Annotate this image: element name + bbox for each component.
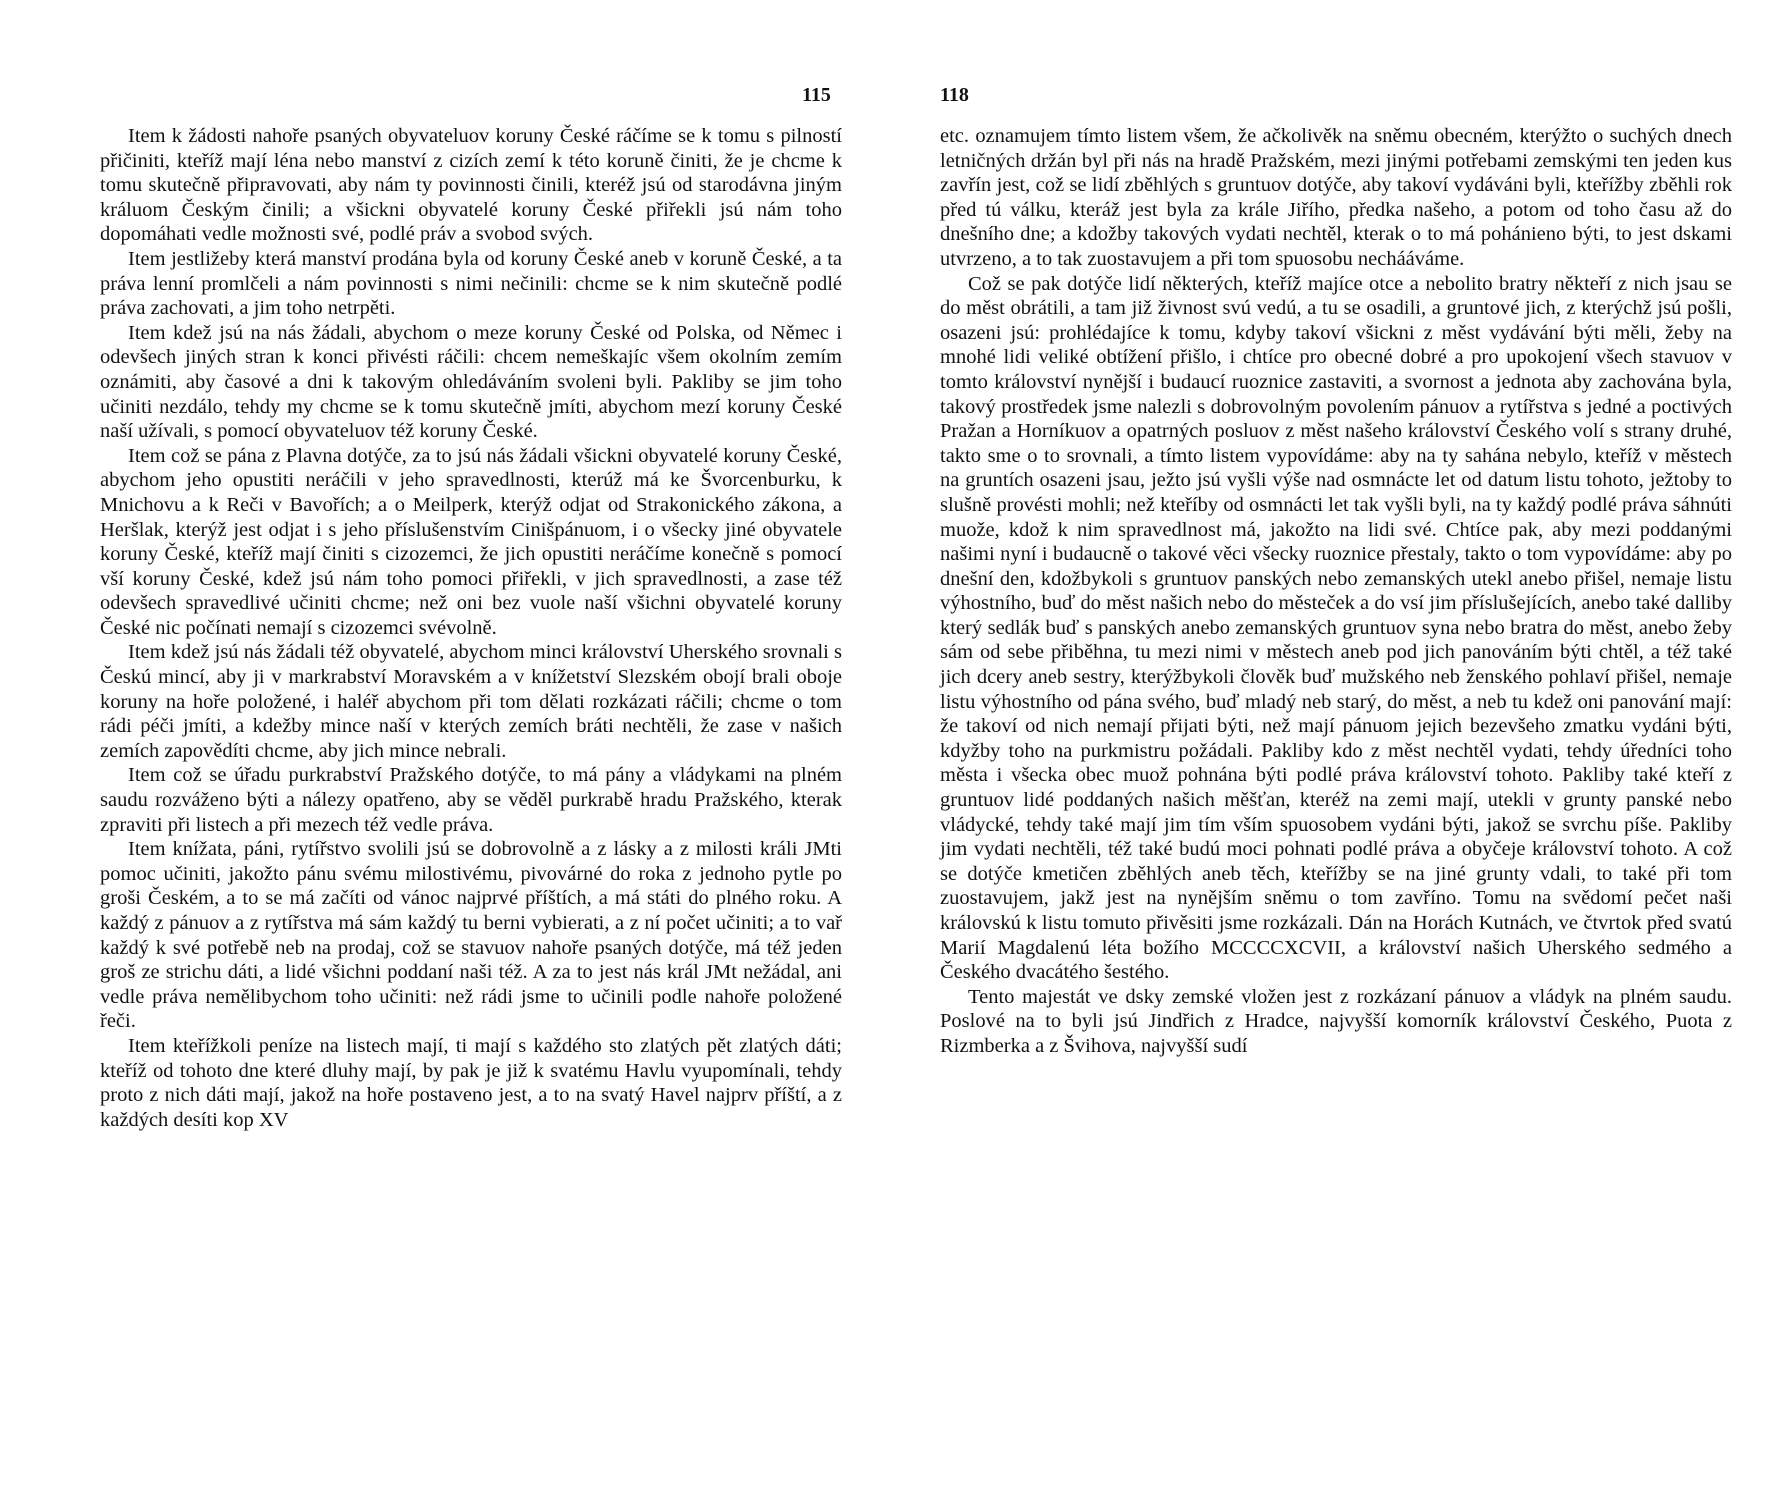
paragraph: Což se pak dotýče lidí některých, kteříž majíce otce a nebolito bratry někteří z nich jsau se do měst obrátili, a tam již živnost svú vedú, a tu se osadili, a gruntové jich, z kterýchž jsú pošli, osazeni jsú: prohlédajíce k tomu, kdyby takoví všickni z měst vydávání býti měli, žeby na mnohé lidi veliké obtížení přišlo, i chtíce pro obecné dobré a pro upokojení všech stavuov v tomto království nynější i budaucí ruoznice zastaviti, a svornost a jednota aby zachována byla, takový prostředek jsme nalezli s dobrovolným povolením pánuov a rytířstva s jedné a poctivých Pražan a Horníkuov a opatrných posluov z měst našeho království Českého volí s strany druhé, takto sme o to srovnali, a tímto listem vypovídáme: aby na ty sahána nebylo, kteříž v městech na gruntích osazeni jsau, ježto jsú vyšli výše nad osmnácte let od datum listu tohoto, ježtoby to slušně provésti mohli; než kteříby od osmnácti let tak vyšli byli, na ty každý podlé práva sáhnúti muože, kdož k nim spravedlnost má, jakožto na lidi své. Chtíce pak, aby mezi poddanými našimi nyní i budaucně o takové věci všecky ruoznice přestaly, takto o tom vypovídáme: aby po dnešní den, kdožbykoli s gruntuov panských nebo zemanských utekl anebo přišel, nemaje listu výhostního, buď do měst našich nebo do městeček a do vsí jim příslušejících, anebo také dalliby který sedlák buď s panských anebo zemanských gruntuov syna nebo bratra do měst, anebo žeby sám od sebe přiběhna, tu mezi nimi v městech aneb pod jich panováním býti chtěl, a též také jich dcery aneb sestry, kterýžbykoli člověk buď mužského neb ženského pohlaví přišel, nemaje listu výhostního od pána svého, buď mladý neb starý, do měst, a neb tu kdež oni panování mají: že takoví od nich nemají přijati býti, než mají pánuom jejich bezevšeho zmatku vydáni býti, kdyžby toho na purkmistru požádali. Pakliby kdo z měst nechtěl vydati, tehdy úředníci toho města i všecka obec muož pohnána býti podlé práva království tohoto. Pakliby také kteří z gruntuov lidé poddaných našich měšťan, kteréž na zemi mají, utekli v grunty panské nebo vládycké, tehdy také mají jim tím vším spuosobem vydáni býti, jakož se svrchu píše. Pakliby jim vydati nechtěli, též také budú moci pohnati podlé práva a obyčeje království tohoto. A což se dotýče kmetičen zběhlých aneb těch, kteřížby se na jiné grunty vdali, to také při tom zuostavujem, jakž jest na nynějším sněmu o tom zavříno. Tomu na svědomí pečet naši královskú k listu tomuto přivěsiti jsme rozkázali. Dán na Horách Kutnách, ve čtvrtok před svatú Marií Magdalenú léta božího MCCCCXCVII, a království našich Uherského sedmého a Českého dvacátého šestého. (940, 272, 1732, 984)
paragraph: Item jestližeby která manství prodána byla od koruny České aneb v koruně České, a ta práva lenní promlčeli a nám povinnosti s nimi nečinili: chcme se k nim skutečně podlé práva zachovati, a jim toho netrpěti. (100, 247, 842, 320)
paragraph: Item knížata, páni, rytířstvo svolili jsú se dobrovolně a z lásky a z milosti králi JMti pomoc učiniti, jakožto pánu svému milostivému, pivovárné do roka z jednoho pytle po groši Českém, a to se má začíti od vánoc najprvé příštích, a má státi do plného roku. A každý z pánuov a z rytířstva má sám každý tu berni vybierati, a z ní počet učiniti; a to vař každý k své potřebě neb na prodaj, což se stavuov nahoře psaných dotýče, má též jeden groš ze strichu dáti, a lidé všichni poddaní naši též. A za to jest nás král JMt nežádal, ani vedle práva nemělibychom toho učiniti: než rádi jsme to učinili podle nahoře položené řeči. (100, 838, 842, 1033)
paragraph: Item což se pána z Plavna dotýče, za to jsú nás žádali všickni obyvatelé koruny České, abychom jeho opustiti neráčili v jeho spravedlnosti, kterúž má ke Švorcenburku, k Mnichovu a k Reči v Bavořích; a o Meilperk, kterýž odjat od Strakonického zákona, a Heršlak, kterýž jest odjat i s jeho příslušenstvím Cinišpánuom, i o všecky jiné obyvatele koruny České, kteříž mají činiti s cizozemci, že jich opustiti neráčíme konečně s pomocí vší koruny České, kdež jsú nám toho pomoci přiřekli, v jich spravedlnosti, a zase též odevšech spravedlivé učiniti chcme; než oni bez vuole naší všichni obyvatelé koruny České nic počínati nemají s cizozemci svévolně. (100, 444, 842, 639)
page-number: 115 (802, 84, 831, 106)
paragraph: Item kteřížkoli peníze na listech mají, ti mají s každého sto zlatých pět zlatých dáti; kteříž od tohoto dne které dluhy mají, by pak je již k svatému Havlu vyupomínali, tehdy proto z nich dáti mají, jakož na hoře postaveno jest, a to na svatý Havel najprv příští, a z každých desíti kop XV (100, 1034, 842, 1131)
paragraph: Tento majestát ve dsky zemské vložen jest z rozkázaní pánuov a vládyk na plném saudu. Poslové na to byli jsú Jindřich z Hradce, najvyšší komorník království Českého, Puota z Rizmberka a z Švihova, najvyšší sudí (940, 985, 1732, 1057)
paragraph: Item což se úřadu purkrabství Pražského dotýče, to má pány a vládykami na plném saudu rozváženo býti a nálezy opatřeno, aby se věděl purkrabě hradu Pražského, kterak zpraviti při listech a při mezech též vedle práva. (100, 764, 842, 836)
paragraph: etc. oznamujem tímto listem všem, že ačkolivěk na sněmu obecném, kterýžto o suchých dnech letničných držán byl při nás na hradě Pražském, mezi jinými potřebami zemskými ten jeden kus zavřín jest, což se lidí zběhlých s gruntuov dotýče, aby takoví vydáváni byli, kteřížby zběhli rok před tú válku, kteráž jest byla za krále Jiřího, předka našeho, a potom od toho času až do dnešního dne; a kdožby takových vydati nechtěl, kterak o to má pohánieno býti, to jest dskami utvrzeno, a to tak zuostavujem a při tom spuosobu nechááváme. (940, 125, 1732, 270)
paragraph: Item kdež jsú na nás žádali, abychom o meze koruny České od Polska, od Němec i odevšech jiných stran k konci přivésti ráčili: chcem nemeškajíc všem okolním zemím oznámiti, aby časové a dni k takovým ohledáváním svoleni byli. Pakliby se jim toho učiniti nezdálo, tehdy my chcme se k tomu skutečně jmíti, abychom mezí koruny České naší užívali, s pomocí obyvateluov též koruny České. (100, 321, 842, 443)
page-body (100, 124, 842, 1132)
page-body (940, 124, 1732, 1059)
paragraph: Item k žádosti nahoře psaných obyvateluov koruny České ráčíme se k tomu s pilností přičiniti, kteříž mají léna nebo manství z cizích zemí k této koruně činiti, že je chcme k tomu skutečně připravovati, aby nám ty povinnosti činili, kteréž jsú od starodávna jiným králuom Českým činili; a všickni obyvatelé koruny České přiřekli jsú nám toho dopomáhati vedle možnosti své, podlé práv a svobod svých. (100, 125, 842, 246)
paragraph: Item kdež jsú nás žádali též obyvatelé, abychom minci království Uherského srovnali s Českú mincí, aby ji v markrabství Moravském a v knížetství Slezském obojí brali oboje koruny na hoře položené, i haléř abychom při tom dělati rozkázati ráčili; chcme o tom rádi péči jmíti, a kdežby mince naší v kterých zemích bráti nechtěli, že zase v našich zemích zapovědíti chcme, aby jich mince nebrali. (100, 641, 842, 762)
right-page (940, 0, 1760, 1500)
page-number: 118 (940, 84, 969, 106)
left-page (0, 0, 842, 1500)
